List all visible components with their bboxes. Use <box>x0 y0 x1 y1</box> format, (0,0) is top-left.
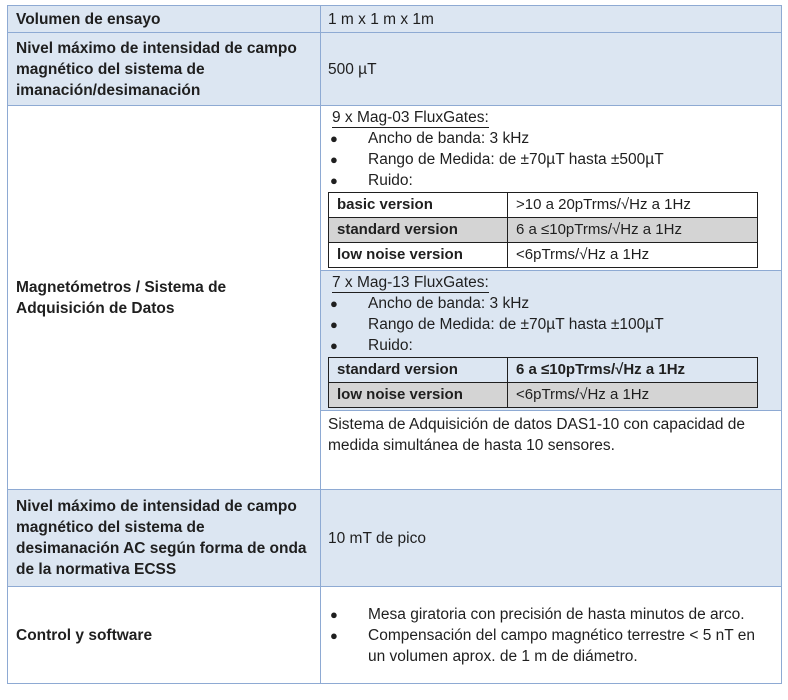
row-value <box>321 587 782 684</box>
mag13-title: 7 x Mag-13 FluxGates: <box>332 274 489 291</box>
mag03-block <box>328 106 781 270</box>
table-row <box>8 33 782 106</box>
specifications-table <box>7 5 782 684</box>
bullet-icon: ● <box>330 152 338 167</box>
bullet-icon: ● <box>330 296 338 311</box>
noise-value: >10 a 20pTrms/√Hz a 1Hz <box>508 193 758 218</box>
table-row <box>8 6 782 33</box>
row-label: Volumen de ensayo <box>8 6 321 33</box>
table-row <box>8 106 782 490</box>
row-value: 1 m x 1 m x 1m <box>321 6 782 33</box>
row-value: 500 µT <box>321 33 782 106</box>
noise-value: 6 a ≤10pTrms/√Hz a 1Hz <box>508 218 758 243</box>
mag03-title: 9 x Mag-03 FluxGates: <box>332 109 489 126</box>
bullet-icon: ● <box>330 173 338 188</box>
row-label: Magnetómetros / Sistema de Adquisición de Datos <box>8 106 321 490</box>
table-row <box>329 358 758 383</box>
bullet-icon: ● <box>330 627 338 643</box>
list-item: ● Rango de Medida: de ±70µT hasta ±100µT <box>330 316 664 333</box>
noise-version: standard version <box>329 218 508 243</box>
list-item: ● Ruido: <box>330 172 413 189</box>
noise-value: <6pTrms/√Hz a 1Hz <box>508 243 758 268</box>
mag13-noise-table <box>328 357 758 408</box>
table-row <box>329 243 758 268</box>
row-value: 10 mT de pico <box>321 490 782 587</box>
bullet-icon: ● <box>330 317 338 332</box>
noise-version: standard version <box>329 358 508 383</box>
list-item: ● Ruido: <box>330 337 413 354</box>
mag03-noise-table <box>328 192 758 268</box>
bullet-icon: ● <box>330 338 338 353</box>
table-row <box>329 218 758 243</box>
list-item: ● Rango de Medida: de ±70µT hasta ±500µT <box>330 151 664 168</box>
list-item: ● Ancho de banda: 3 kHz <box>330 130 530 147</box>
noise-value: <6pTrms/√Hz a 1Hz <box>508 383 758 408</box>
table-row <box>329 383 758 408</box>
row-label: Nivel máximo de intensidad de campo magnético del sistema de desimanación AC según forma de onda de la normativa ECSS <box>8 490 321 587</box>
list-item: ● Compensación del campo magnético terrestre < 5 nT en un volumen aprox. de 1 m de diámetro. <box>330 626 755 665</box>
list-item: ● Ancho de banda: 3 kHz <box>330 295 530 312</box>
bullet-icon: ● <box>330 606 338 622</box>
noise-version: low noise version <box>329 383 508 408</box>
bullet-icon: ● <box>330 131 338 146</box>
mag13-block <box>321 270 781 410</box>
table-row <box>329 193 758 218</box>
noise-value: 6 a ≤10pTrms/√Hz a 1Hz <box>508 358 758 383</box>
table-row <box>8 587 782 684</box>
row-label: Control y software <box>8 587 321 684</box>
row-label: Nivel máximo de intensidad de campo magnético del sistema de imanación/desimanación <box>8 33 321 106</box>
list-item: ● Mesa giratoria con precisión de hasta minutos de arco. <box>330 605 745 623</box>
magnetometer-details <box>321 106 782 490</box>
noise-version: low noise version <box>329 243 508 268</box>
table-row <box>8 490 782 587</box>
noise-version: basic version <box>329 193 508 218</box>
das-description: Sistema de Adquisición de datos DAS1-10 con capacidad de medida simultánea de hasta 10 sensores. <box>321 410 781 459</box>
